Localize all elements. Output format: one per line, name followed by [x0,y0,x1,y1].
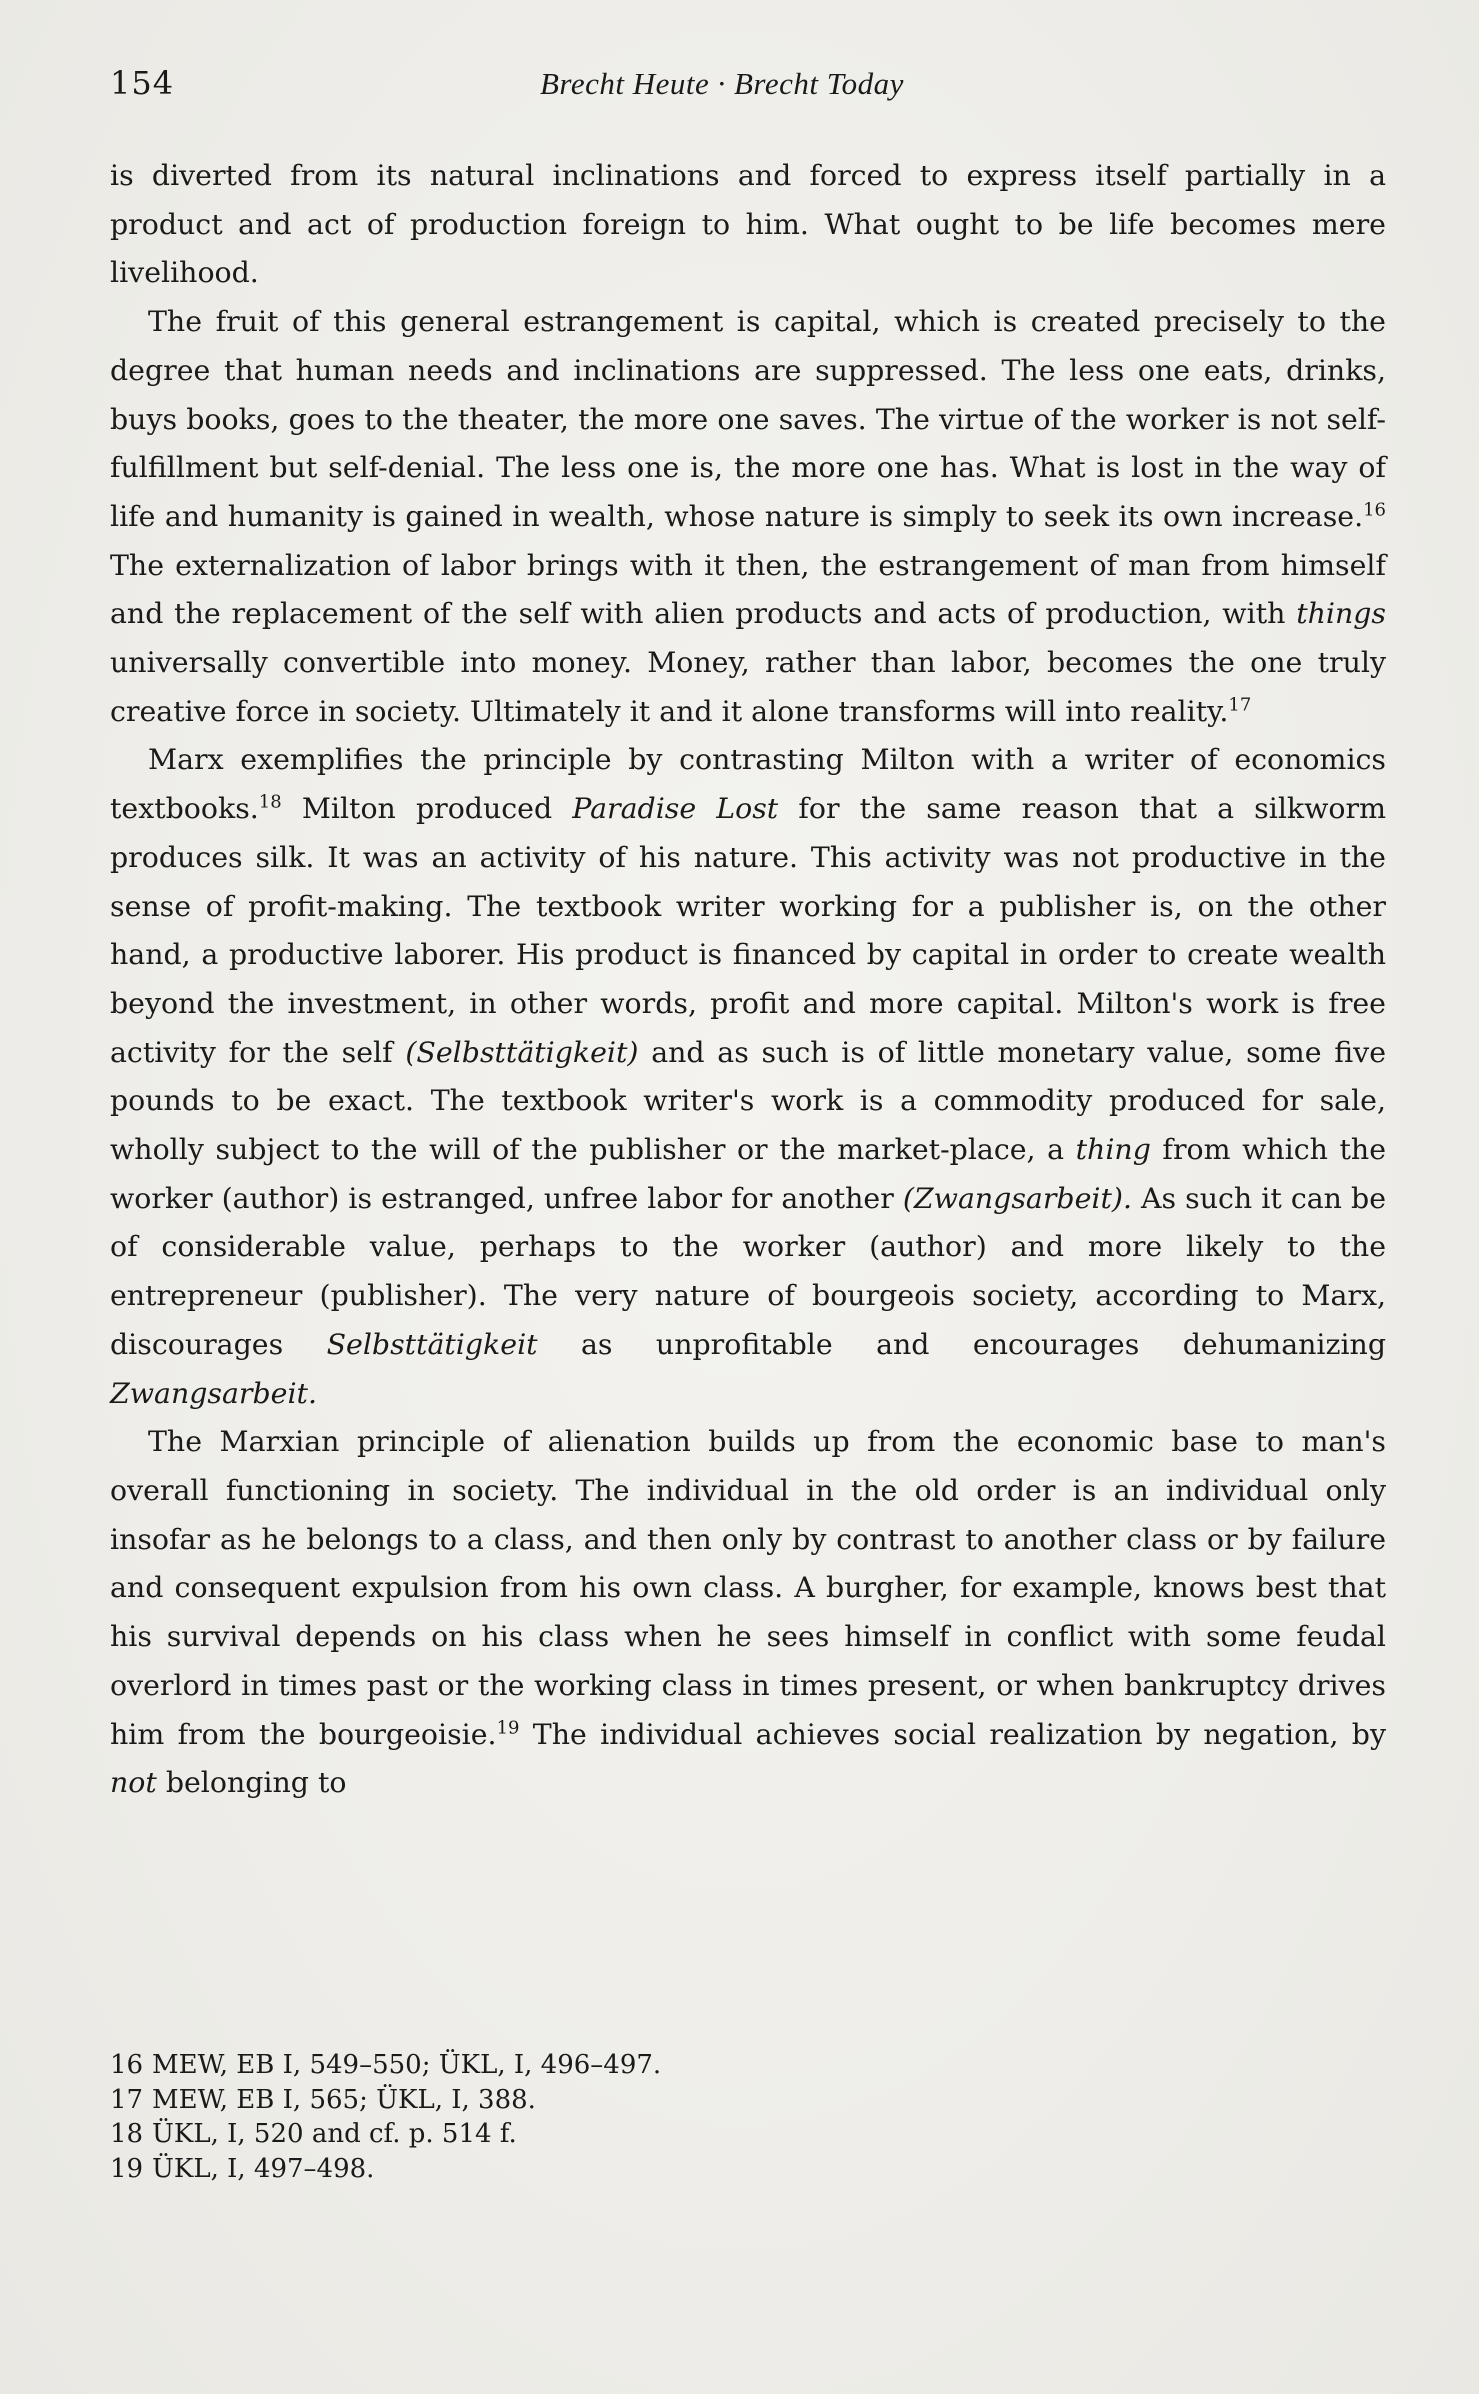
footnote-text: ÜKL, I, 497–498. [152,2153,375,2184]
paragraph-4: The Marxian principle of alienation builds up from the economic base to man's overall functioning in society. The individual in the old order is an individual only insofar as he belongs to a class, and then only by contrast to another class or by failure and consequent expulsion from his own class. A burgher, for example, knows best that his survival depends on his class when he sees himself in conflict with some feudal overlord in times past or the working class in times present, or when bankruptcy drives him from the bourgeoisie.$^{19}$ The individual achieves social realization by negation, by not belonging to [110,1425,1387,1800]
footnote-19 [110,2152,1010,2187]
emphasis-paradise-lost: Paradise Lost [572,792,779,826]
emphasis-selbsttatigkeit-2: Selbsttätigkeit [326,1327,538,1361]
footnote-number: 19 [110,2153,144,2184]
emphasis-not: not [110,1766,157,1800]
footnote-16 [110,2048,1010,2083]
footnote-17 [110,2083,1010,2118]
body-text [110,152,1386,1808]
paragraph-1: is diverted from its natural inclinations and forced to express itself partially in a product and act of production foreign to him. What ought to be life becomes mere livelihood. [110,159,1386,290]
footnote-number: 17 [110,2084,144,2115]
footnote-ref-18[interactable]: 18 [258,791,282,813]
footnote-ref-16[interactable]: 16 [1363,499,1386,521]
footnote-text: MEW, EB I, 549–550; ÜKL, I, 496–497. [152,2050,662,2080]
footnote-number: 18 [110,2119,144,2149]
emphasis-selbsttatigkeit: (Selbsttätigkeit) [405,1035,639,1069]
page-number: 154 [110,64,175,102]
paragraph-2: The fruit of this general estrangement is capital, which is created precisely to the degree that human needs and inclinations are suppressed. The less one eats, drinks, buys books, goes to the theater, the more one saves. The virtue of the worker is not self-fulfillment but self-denial. The less one is, the more one has. What is lost in the way of life and humanity is gained in wealth, whose nature is simply to seek its own increase.$^{16}$ The externalization of labor brings with it then, the estrangement of man from himself and the replacement of the self with alien products and acts of production, with things universally convertible into money. Money, rather than labor, becomes the one truly creative force in society. Ultimately it and it alone transforms will into reality.$^{17}$ [110,305,1386,728]
footnote-ref-17[interactable]: 17 [1228,694,1252,716]
running-title: Brecht Heute · Brecht Today [540,66,904,101]
paragraph-3: Marx exemplifies the principle by contrasting Milton with a writer of economics textbooks.$^{18}$ Milton produced Paradise Lost for the same reason that a silkworm produces silk. It was an activity of his nature. This activity was not productive in the sense of profit-making. The textbook writer working for a publisher is, on the other hand, a productive laborer. His product is financed by capital in order to create wealth beyond the investment, in other words, profit and more capital. Milton's work is free activity for the self (Selbsttätigkeit) and as such is of little monetary value, some five pounds to be exact. The textbook writer's work is a commodity produced for sale, wholly subject to the will of the publisher or the market-place, a thing from which the worker (author) is estranged, unfree labor for another (Zwangsarbeit). As such it can be of considerable value, perhaps to the worker (author) and more likely to the entrepreneur (publisher). The very nature of bourgeois society, according to Marx, discourages Selbsttätigkeit as unprofitable and encourages dehumanizing Zwangsarbeit. [110,743,1387,1410]
footnote-text: ÜKL, I, 520 and cf. p. 514 f. [152,2119,517,2149]
running-head [110,64,1380,108]
footnote-text: MEW, EB I, 565; ÜKL, I, 388. [152,2084,536,2115]
footnote-number: 16 [110,2050,144,2080]
emphasis-zwangsarbeit-2: Zwangsarbeit. [110,1376,317,1410]
footnote-18 [110,2117,1010,2152]
footnotes [110,2048,1010,2186]
emphasis-things: things [1296,597,1386,631]
footnote-ref-19[interactable]: 19 [496,1717,520,1739]
emphasis-thing: thing [1075,1133,1151,1167]
emphasis-zwangsarbeit: (Zwangsarbeit). [902,1181,1132,1215]
